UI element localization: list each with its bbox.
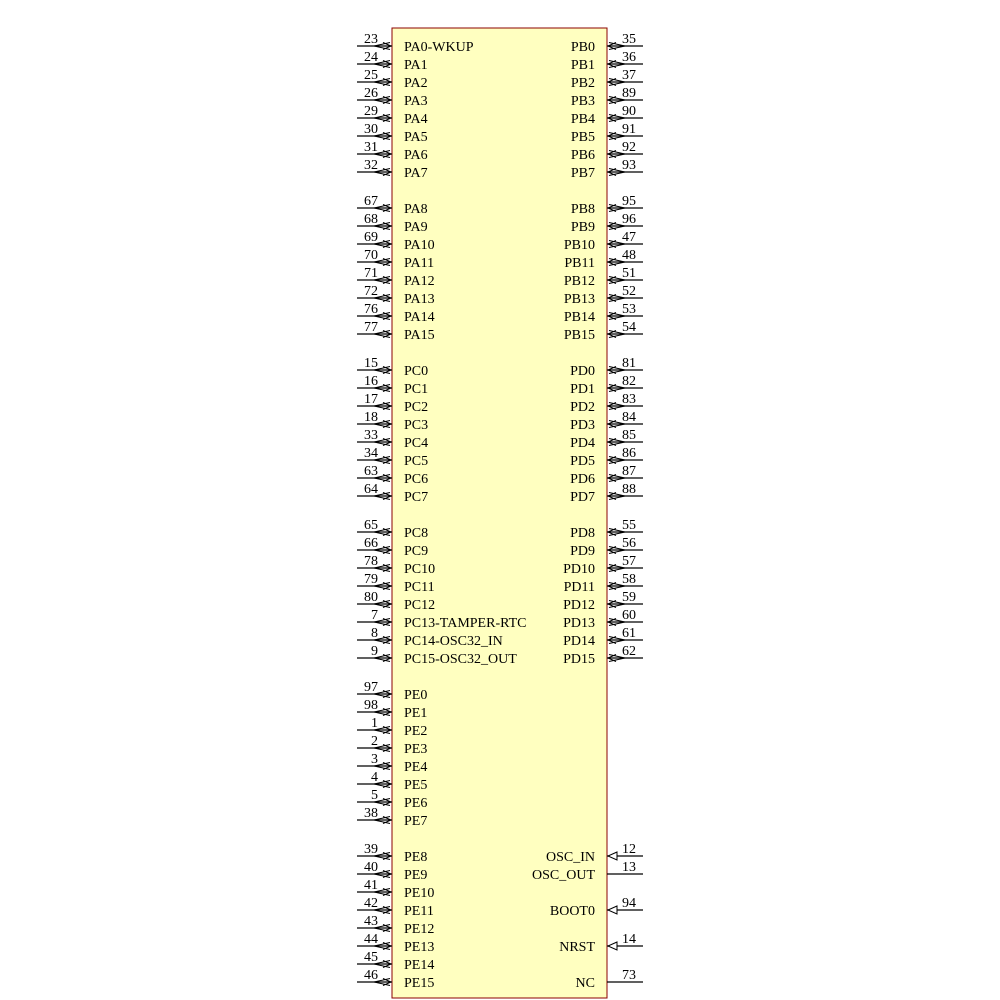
pin-number: 29 (364, 104, 378, 119)
pin-name: PD2 (570, 400, 595, 415)
pin-name: PB2 (570, 76, 595, 91)
pin-number: 30 (364, 122, 378, 137)
pin-number: 38 (364, 806, 378, 821)
pin-in-arrow (608, 906, 617, 914)
pin-number: 15 (364, 356, 378, 371)
pin-number: 64 (364, 482, 378, 497)
pin-number: 84 (622, 410, 636, 425)
pin-number: 24 (364, 50, 378, 65)
pin-number: 35 (622, 32, 636, 47)
pin-number: 59 (622, 590, 636, 605)
pin-name: PA0-WKUP (404, 40, 474, 55)
pin-number: 47 (622, 230, 636, 245)
pin-name: PE6 (404, 796, 428, 811)
pin-name: NRST (559, 940, 595, 955)
pin-name: PE2 (404, 724, 428, 739)
pin-number: 91 (622, 122, 636, 137)
pin-name: PB0 (570, 40, 595, 55)
pin-number: 23 (364, 32, 378, 47)
pin-name: PE12 (404, 922, 435, 937)
pin-number: 26 (364, 86, 378, 101)
pin-name: PE0 (404, 688, 428, 703)
pin-number: 14 (622, 932, 636, 947)
pin-number: 5 (371, 788, 378, 803)
pin-number: 40 (364, 860, 378, 875)
pin-number: 70 (364, 248, 378, 263)
pin-number: 32 (364, 158, 378, 173)
pin-name: PB1 (570, 58, 595, 73)
pin-name: PC15-OSC32_OUT (404, 652, 517, 667)
pin-number: 46 (364, 968, 378, 983)
pin-name: PE9 (404, 868, 428, 883)
pin-name: PB7 (570, 166, 595, 181)
pin-number: 39 (364, 842, 378, 857)
pin-name: PD9 (570, 544, 595, 559)
pin-name: BOOT0 (549, 904, 595, 919)
pin-number: 87 (622, 464, 636, 479)
pin-name: PB15 (563, 328, 595, 343)
pin-name: PE4 (404, 760, 428, 775)
pin-name: PB3 (570, 94, 595, 109)
pin-name: PE10 (404, 886, 435, 901)
pin-number: 45 (364, 950, 378, 965)
pin-number: 9 (371, 644, 378, 659)
pin-name: PE1 (404, 706, 428, 721)
pin-name: PA3 (404, 94, 428, 109)
pin-name: PB6 (570, 148, 595, 163)
pin-name: PD8 (570, 526, 595, 541)
pin-name: PB9 (570, 220, 595, 235)
pin-number: 4 (371, 770, 378, 785)
pin-number: 61 (622, 626, 636, 641)
pin-number: 3 (371, 752, 378, 767)
pin-name: PA4 (404, 112, 428, 127)
pin-name: PC1 (404, 382, 429, 397)
pin-name: PA9 (404, 220, 428, 235)
pin-name: PC0 (404, 364, 429, 379)
pin-name: PC2 (404, 400, 429, 415)
pin-number: 58 (622, 572, 636, 587)
pin-number: 65 (364, 518, 378, 533)
pin-number: 51 (622, 266, 636, 281)
pin-number: 8 (371, 626, 378, 641)
pin-name: PC13-TAMPER-RTC (404, 616, 527, 631)
pin-name: PC11 (404, 580, 435, 595)
pin-name: PB8 (570, 202, 595, 217)
pin-name: PA13 (404, 292, 435, 307)
pin-number: 60 (622, 608, 636, 623)
pin-name: OSC_OUT (531, 868, 595, 883)
pin-name: PC8 (404, 526, 429, 541)
pin-number: 79 (364, 572, 378, 587)
pin-number: 54 (622, 320, 636, 335)
pin-number: 18 (364, 410, 378, 425)
pin-name: PC6 (404, 472, 429, 487)
pin-number: 17 (364, 392, 378, 407)
pin-name: PD13 (563, 616, 595, 631)
pin-name: PC10 (404, 562, 436, 577)
pin-name: PA11 (404, 256, 435, 271)
pin-name: PD15 (563, 652, 595, 667)
pin-name: PB10 (563, 238, 595, 253)
pin-number: 12 (622, 842, 636, 857)
pin-name: PE8 (404, 850, 428, 865)
pin-name: PB13 (563, 292, 595, 307)
pin-number: 2 (371, 734, 378, 749)
pin-number: 89 (622, 86, 636, 101)
pin-number: 33 (364, 428, 378, 443)
pin-name: PA12 (404, 274, 435, 289)
pin-name: PD5 (570, 454, 595, 469)
pin-number: 68 (364, 212, 378, 227)
pin-name: PA15 (404, 328, 435, 343)
pin-name: PD6 (570, 472, 595, 487)
pin-number: 92 (622, 140, 636, 155)
pin-number: 95 (622, 194, 636, 209)
pin-number: 76 (364, 302, 378, 317)
pin-number: 56 (622, 536, 636, 551)
pin-number: 77 (364, 320, 378, 335)
pin-name: PE7 (404, 814, 428, 829)
pin-number: 55 (622, 518, 636, 533)
pin-name: PE13 (404, 940, 435, 955)
pin-number: 93 (622, 158, 636, 173)
pin-name: PB12 (563, 274, 595, 289)
pin-name: PC9 (404, 544, 429, 559)
pin-name: PD1 (570, 382, 595, 397)
pin-number: 34 (364, 446, 378, 461)
pin-number: 78 (364, 554, 378, 569)
pin-name: PE14 (404, 958, 435, 973)
pin-number: 43 (364, 914, 378, 929)
pin-name: PD11 (563, 580, 595, 595)
pin-name: PC4 (404, 436, 429, 451)
pin-number: 44 (364, 932, 378, 947)
pin-name: NC (575, 976, 595, 991)
pin-name: PA8 (404, 202, 428, 217)
pin-number: 67 (364, 194, 378, 209)
pin-name: PA10 (404, 238, 435, 253)
pin-number: 16 (364, 374, 378, 389)
pin-name: PA14 (404, 310, 435, 325)
pin-number: 73 (622, 968, 636, 983)
pin-number: 48 (622, 248, 636, 263)
pin-number: 62 (622, 644, 636, 659)
pin-name: PC7 (404, 490, 429, 505)
pin-name: PE5 (404, 778, 428, 793)
pin-number: 36 (622, 50, 636, 65)
pin-name: PD14 (563, 634, 595, 649)
pin-name: PA1 (404, 58, 428, 73)
pin-name: PD10 (563, 562, 595, 577)
pin-name: PC5 (404, 454, 429, 469)
pin-name: PB5 (570, 130, 595, 145)
pin-name: PB11 (564, 256, 595, 271)
pin-number: 7 (371, 608, 378, 623)
pin-name: OSC_IN (545, 850, 595, 865)
pin-number: 97 (364, 680, 378, 695)
pin-number: 86 (622, 446, 636, 461)
pin-number: 83 (622, 392, 636, 407)
pin-name: PE3 (404, 742, 428, 757)
pin-name: PD4 (570, 436, 595, 451)
pin-number: 82 (622, 374, 636, 389)
pin-number: 53 (622, 302, 636, 317)
pin-name: PD0 (570, 364, 595, 379)
pin-name: PC12 (404, 598, 436, 613)
pin-name: PD12 (563, 598, 595, 613)
pin-name: PA2 (404, 76, 428, 91)
pin-name: PA5 (404, 130, 428, 145)
pin-number: 25 (364, 68, 378, 83)
pin-number: 52 (622, 284, 636, 299)
pin-number: 1 (371, 716, 378, 731)
pin-name: PA6 (404, 148, 428, 163)
pin-number: 80 (364, 590, 378, 605)
pin-name: PB14 (563, 310, 595, 325)
pin-in-arrow (608, 852, 617, 860)
pin-number: 37 (622, 68, 636, 83)
pin-number: 90 (622, 104, 636, 119)
pin-number: 94 (622, 896, 636, 911)
pin-number: 41 (364, 878, 378, 893)
pin-number: 66 (364, 536, 378, 551)
pin-name: PC3 (404, 418, 429, 433)
pin-number: 57 (622, 554, 636, 569)
pin-name: PD3 (570, 418, 595, 433)
pin-name: PE15 (404, 976, 435, 991)
pin-number: 88 (622, 482, 636, 497)
pin-number: 31 (364, 140, 378, 155)
pin-number: 71 (364, 266, 378, 281)
pin-number: 96 (622, 212, 636, 227)
pin-number: 69 (364, 230, 378, 245)
pin-number: 85 (622, 428, 636, 443)
pin-in-arrow (608, 942, 617, 950)
pin-number: 72 (364, 284, 378, 299)
pin-number: 63 (364, 464, 378, 479)
pin-number: 98 (364, 698, 378, 713)
pin-name: PB4 (570, 112, 595, 127)
pin-name: PE11 (404, 904, 434, 919)
pin-number: 42 (364, 896, 378, 911)
pin-number: 13 (622, 860, 636, 875)
pin-name: PD7 (570, 490, 595, 505)
pin-name: PC14-OSC32_IN (404, 634, 503, 649)
pin-number: 81 (622, 356, 636, 371)
pin-name: PA7 (404, 166, 428, 181)
